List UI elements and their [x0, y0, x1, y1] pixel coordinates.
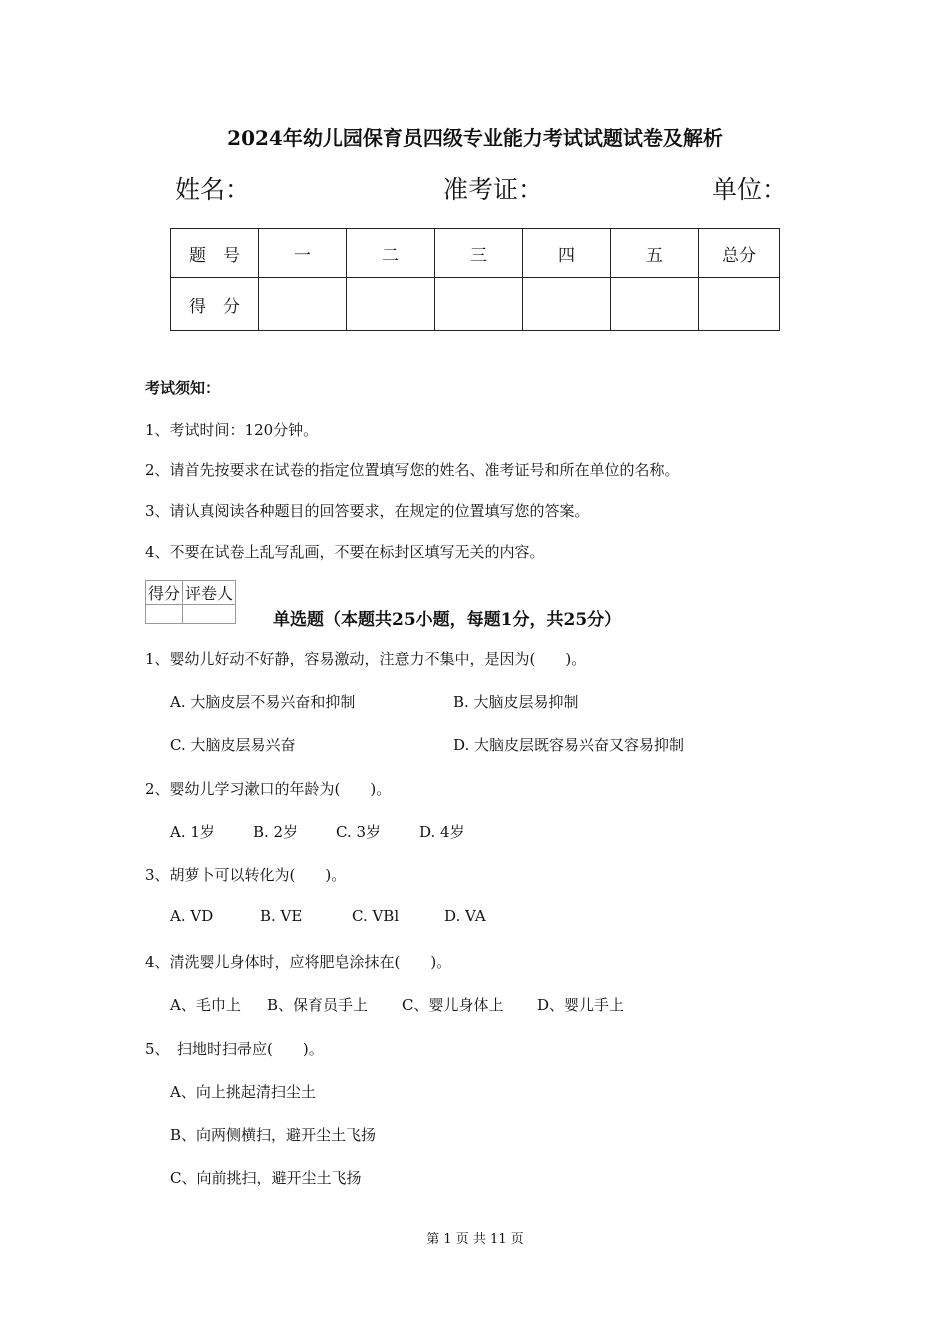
option-1a: A. 大脑皮层不易兴奋和抑制 — [170, 693, 356, 711]
unit-field-label: 单位： — [712, 175, 788, 204]
name-field-label: 姓名： — [175, 175, 251, 204]
note-item: 4、不要在试卷上乱写乱画，不要在标封区填写无关的内容。 — [145, 543, 545, 561]
grader-name-cell[interactable] — [183, 605, 236, 624]
page-footer: 第 1 页 共 11 页 — [426, 1232, 524, 1247]
option-2c: C. 3岁 — [336, 823, 382, 841]
document-title: 2024年幼儿园保育员四级专业能力考试试题试卷及解析 — [227, 126, 723, 150]
grader-score-label: 得分 — [146, 581, 183, 605]
score-cell[interactable] — [347, 278, 435, 331]
score-table — [170, 228, 780, 331]
score-header-cell: 二 — [347, 229, 435, 278]
option-5c: C、向前挑扫，避开尘土飞扬 — [170, 1169, 362, 1187]
score-header-cell: 总分 — [699, 229, 780, 278]
note-item: 3、请认真阅读各种题目的回答要求，在规定的位置填写您的答案。 — [145, 502, 590, 520]
score-cell[interactable] — [259, 278, 347, 331]
option-1c: C. 大脑皮层易兴奋 — [170, 736, 296, 754]
score-table-score-row — [171, 278, 780, 331]
score-cell[interactable] — [699, 278, 780, 331]
question-5: 5、 扫地时扫帚应( )。 — [145, 1040, 324, 1058]
option-4d: D、婴儿手上 — [537, 996, 625, 1014]
option-2d: D. 4岁 — [419, 823, 465, 841]
section-title: 单选题（本题共25小题，每题1分，共25分） — [273, 610, 622, 630]
exam-id-field-label: 准考证： — [443, 175, 544, 204]
score-header-cell: 三 — [435, 229, 523, 278]
score-header-cell: 四 — [523, 229, 611, 278]
notes-heading: 考试须知： — [145, 379, 221, 397]
question-3: 3、胡萝卜可以转化为( )。 — [145, 866, 347, 884]
note-item: 1、考试时间：120分钟。 — [145, 421, 319, 439]
option-3d: D. VA — [444, 907, 486, 925]
option-2b: B. 2岁 — [253, 823, 299, 841]
option-2a: A. 1岁 — [170, 823, 215, 841]
score-cell[interactable] — [523, 278, 611, 331]
option-4b: B、保育员手上 — [267, 996, 369, 1014]
option-1b: B. 大脑皮层易抑制 — [453, 693, 579, 711]
question-1: 1、婴幼儿好动不好静，容易激动，注意力不集中，是因为( )。 — [145, 650, 587, 668]
score-table-header-row — [171, 229, 780, 278]
score-cell[interactable] — [435, 278, 523, 331]
grader-score-cell[interactable] — [146, 605, 183, 624]
option-3a: A. VD — [170, 907, 214, 925]
score-header-cell: 五 — [611, 229, 699, 278]
option-4a: A、毛巾上 — [170, 996, 241, 1014]
grader-name-label: 评卷人 — [183, 581, 236, 605]
question-4: 4、清洗婴儿身体时，应将肥皂涂抹在( )。 — [145, 953, 452, 971]
score-header-cell: 题 号 — [171, 229, 259, 278]
note-item: 2、请首先按要求在试卷的指定位置填写您的姓名、准考证号和所在单位的名称。 — [145, 461, 680, 479]
option-5a: A、向上挑起清扫尘土 — [170, 1083, 316, 1101]
score-header-cell: 一 — [259, 229, 347, 278]
score-cell[interactable] — [611, 278, 699, 331]
option-5b: B、向两侧横扫，避开尘土飞扬 — [170, 1126, 377, 1144]
score-row-label: 得 分 — [171, 278, 259, 331]
option-3c: C. VBl — [352, 907, 400, 925]
question-2: 2、婴幼儿学习漱口的年龄为( )。 — [145, 780, 392, 798]
option-4c: C、婴儿身体上 — [402, 996, 504, 1014]
grader-box — [145, 580, 236, 624]
option-3b: B. VE — [260, 907, 303, 925]
option-1d: D. 大脑皮层既容易兴奋又容易抑制 — [453, 736, 685, 754]
